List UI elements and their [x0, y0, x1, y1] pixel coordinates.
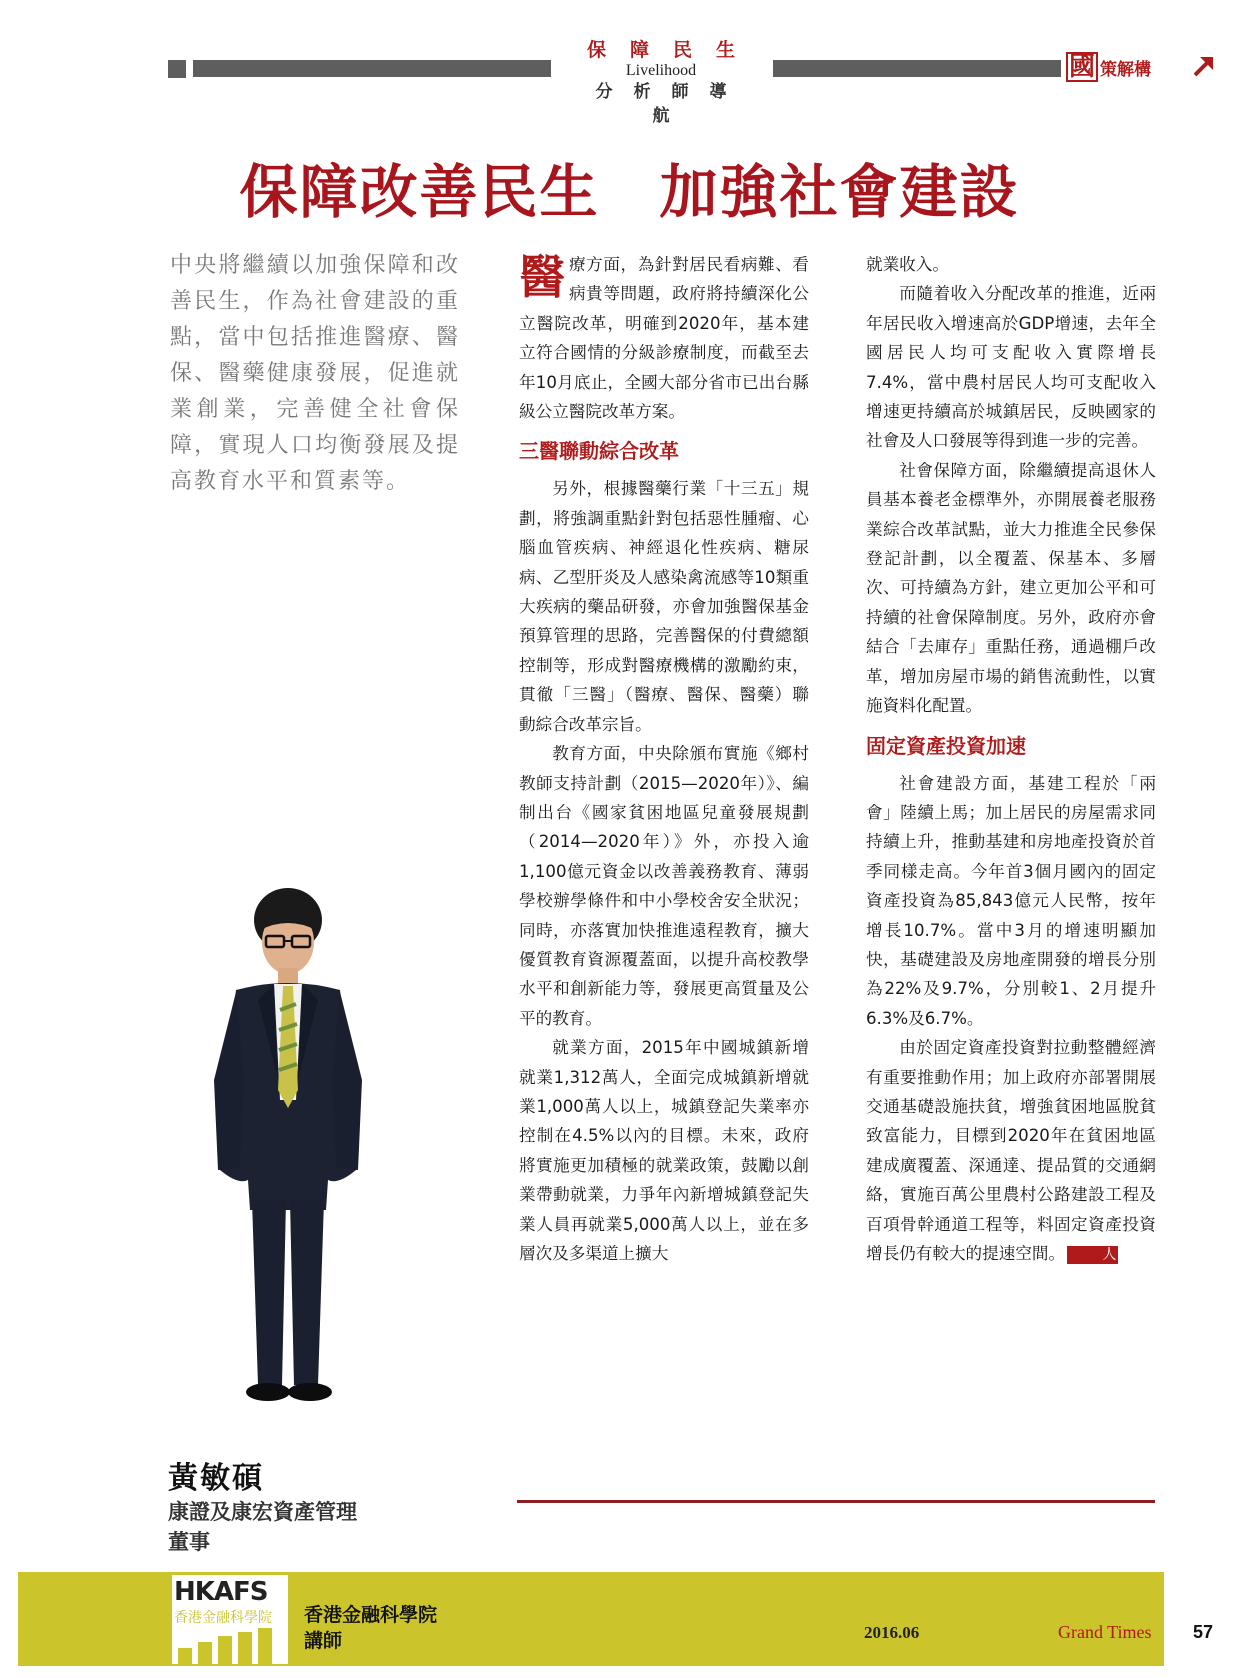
article-intro: 中央將繼續以加強保障和改善民生，作為社會建設的重點，當中包括推進醫療、醫保、醫藥健康發展，促進就業創業，完善健全社會保障，實現人口均衡發展及提高教育水平和質素等。	[170, 253, 460, 494]
footer-org-line-1: 香港金融科學院	[304, 1604, 438, 1626]
paragraph-social-security: 社會保障方面，除繼續提高退休人員基本養老金標準外，亦開展養老服務業綜合改革試點，並大力推進全民參保登記計劃，以全覆蓋、保基本、多層次、可持續為方針，建立更加公平和可持續的社會保障制度。另外，政府亦會結合「去庫存」重點任務，通過棚戶改革，增加房屋市場的銷售流動性，以實施資料化配置。	[866, 460, 1156, 716]
end-mark: 人	[1067, 1246, 1118, 1264]
article-column-2	[866, 250, 1156, 1268]
paragraph-investment-outlook-text: 由於固定資產投資對拉動整體經濟有重要推動作用；加上政府亦部署開展交通基礎設施扶貧，增強貧困地區脫貧致富能力，目標到2020年在貧困地區建成廣覆蓋、深通達、提品質的交通網絡，實施百萬公里農村公路建設工程及百項骨幹通道工程等，料固定資產投資增長仍有較大的提速空間。	[866, 1038, 1156, 1263]
header-bar-left	[193, 60, 551, 77]
paragraph-employment: 就業方面，2015年中國城鎮新增就業1,312萬人，全面完成城鎮新增就業1,000萬人以上，城鎮登記失業率亦控制在4.5%以內的目標。未來，政府將實施更加積極的就業政策，鼓勵以創業帶動就業，力爭年內新增城鎮登記失業人員再就業5,000萬人以上，並在多層次及多渠道上擴大	[519, 1038, 809, 1263]
author-title-line-2: 董事	[168, 1530, 210, 1554]
author-name: 黃敏碩	[168, 1461, 264, 1496]
page-number: 57	[1193, 1622, 1214, 1642]
author-title	[168, 1497, 357, 1557]
article-end-rule	[517, 1500, 1155, 1503]
author-portrait	[188, 880, 388, 1420]
paragraph-pharma: 另外，根據醫藥行業「十三五」規劃，將強調重點針對包括惡性腫瘤、心腦血管疾病、神經退化性疾病、糖尿病、乙型肝炎及人感染禽流感等10類重大疾病的藥品研發，亦會加強醫保基金預算管理的思路，完善醫保的付費總額控制等，形成對醫療機構的激勵約束，貫徹「三醫」（醫療、醫保、醫藥）聯動綜合改革宗旨。	[519, 479, 809, 734]
issue-date: 2016.06	[864, 1623, 920, 1642]
paragraph-employment-cont: 就業收入。	[866, 255, 949, 274]
logo-bars-icon	[178, 1628, 286, 1664]
drop-cap: 醫	[519, 250, 565, 304]
logo-text-cn: 香港金融科學院	[174, 1610, 272, 1626]
footer-organization	[304, 1602, 437, 1654]
author-title-line-1: 康證及康宏資產管理	[168, 1500, 357, 1524]
paragraph-investment-outlook	[866, 1033, 1156, 1268]
article-column-1	[519, 250, 809, 1268]
section-title-cn: 保障民生	[586, 39, 759, 61]
paragraph-education: 教育方面，中央除頒布實施《鄉村教師支持計劃（2015—2020年）》、編制出台《國家貧困地區兒童發展規劃（2014—2020年）》外，亦投入逾1,100億元資金以改善義務教育、薄弱學校辦學條件和中小學校舍安全狀況；同時，亦落實加快推進遠程教育，擴大優質教育資源覆蓋面，以提升高校教學水平和創新能力等，發展更高質量及公平的教育。	[519, 744, 809, 1028]
column-name-rest: 策解構	[1100, 59, 1152, 80]
column-name	[1066, 52, 1151, 82]
header-block-left	[168, 60, 186, 78]
magazine-name: Grand Times	[1058, 1622, 1152, 1642]
paragraph-income: 而隨着收入分配改革的推進，近兩年居民收入增速高於GDP增速，去年全國居民人均可支配收入實際增長7.4%，當中農村居民人均可支配收入增速更持續高於城鎮居民，反映國家的社會及人口發展等得到進一步的完善。	[866, 284, 1156, 451]
section-title-en: Livelihood	[625, 62, 697, 79]
subheading-fixed-asset-investment: 固定資產投資加速	[866, 733, 1026, 758]
logo-text: HKAFS	[174, 1577, 268, 1607]
paragraph-medical: 療方面，為針對居民看病難、看病貴等問題，政府將持續深化公立醫院改革，明確到2020年，基本建立符合國情的分級診療制度，而截至去年10月底止，全國大部分省市已出台縣級公立醫院改革方案。	[519, 255, 809, 422]
paragraph-infrastructure: 社會建設方面，基建工程於「兩會」陸續上馬；加上居民的房屋需求同持續上升，推動基建和房地產投資於首季同樣走高。今年首3個月國內的固定資產投資為85,843億元人民幣，按年增長10.7%。當中3月的增速明顯加快，基礎建設及房地產開發的增長分別為22%及9.7%，分別較1、2月提升6.3%及6.7%。	[866, 773, 1156, 1028]
subsection-title-cn: 分析師導航	[595, 82, 748, 126]
column-name-first-char: 國	[1066, 52, 1098, 82]
article-title: 保障改善民生 加強社會建設	[239, 158, 1020, 226]
header-bar-right	[773, 60, 1061, 77]
header-section-label	[556, 38, 766, 128]
footer-org-line-2: 講師	[304, 1630, 343, 1652]
arrow-up-right-icon	[1192, 54, 1216, 78]
subheading-three-medical-reform: 三醫聯動綜合改革	[519, 439, 679, 464]
